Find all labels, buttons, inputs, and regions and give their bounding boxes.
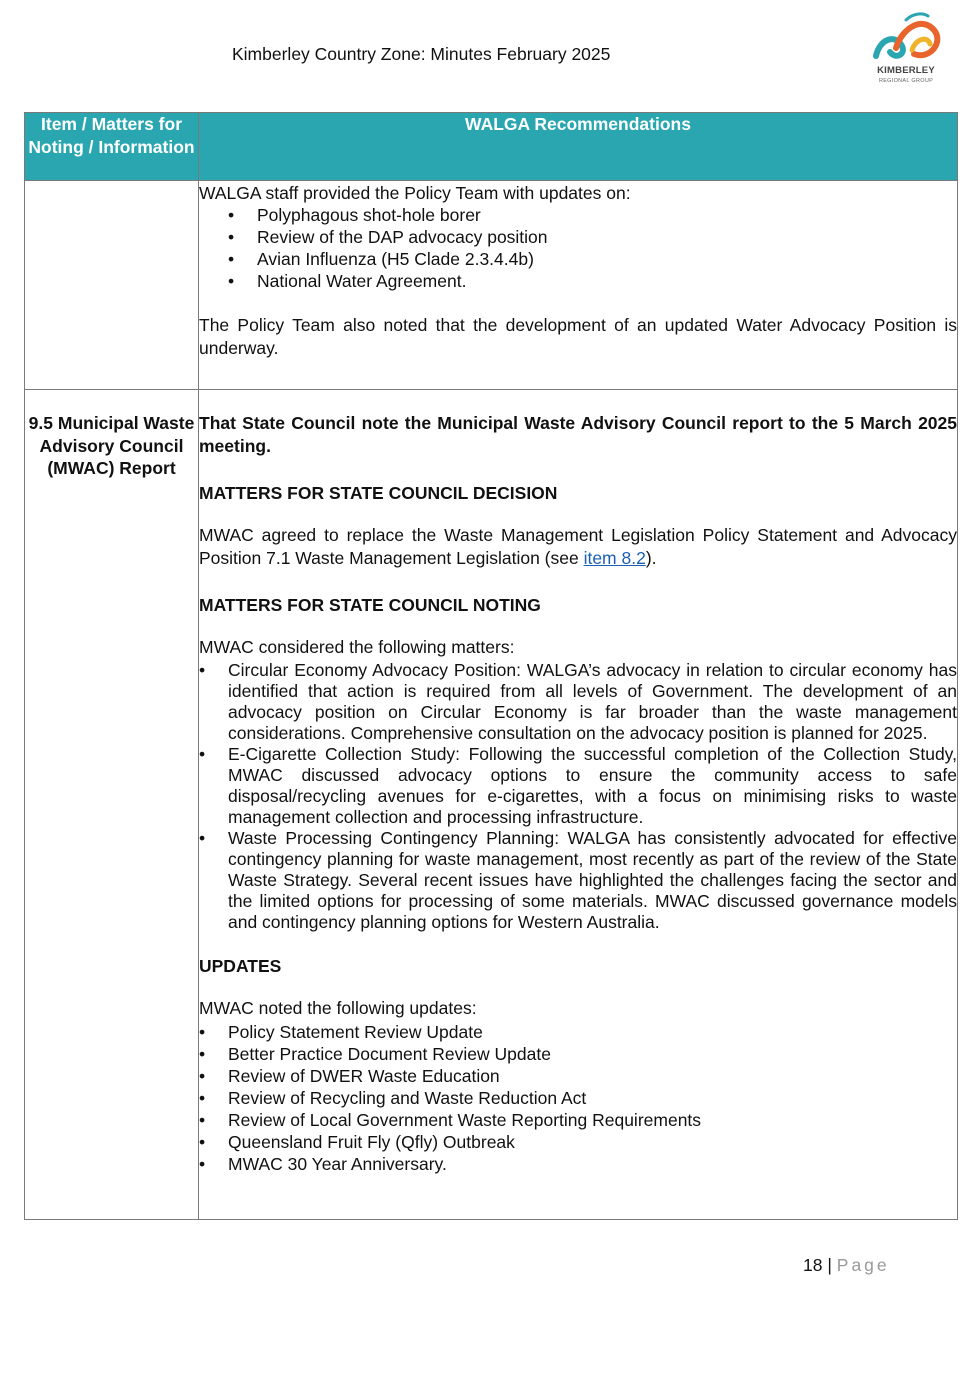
page-number: 18 [803, 1255, 823, 1275]
noting-intro: MWAC considered the following matters: [199, 637, 515, 657]
header-item-matters: Item / Matters for Noting / Information [25, 113, 199, 181]
noting-heading: MATTERS FOR STATE COUNCIL NOTING [199, 595, 541, 615]
row1-item-cell [25, 181, 199, 390]
list-item: • Circular Economy Advocacy Position: WALGA’s advocacy in relation to circular economy has identified that action is required from all levels of Government. The development of an advocacy position on Circular Economy is far broader than the waste management considerations. Comprehensive consultation on the advocacy position is planned for 2025. [199, 660, 957, 744]
row2-item-title: 9.5 Municipal Waste Advisory Council (MWAC) Report [28, 413, 195, 478]
row1-bullet-list [199, 204, 957, 292]
list-item: • Better Practice Document Review Update [199, 1043, 957, 1065]
document-title: Kimberley Country Zone: Minutes February 2025 [232, 44, 611, 64]
page-separator: | [827, 1255, 832, 1275]
kimberley-swirl-logo-icon [866, 8, 946, 68]
logo-org-line1: KIMBERLEY [877, 65, 935, 76]
row1-closing: The Policy Team also noted that the development of an updated Water Advocacy Position is underway. [199, 315, 957, 358]
updates-bullet-list [199, 1021, 957, 1175]
row2-recommendation-cell [199, 390, 958, 1220]
page-footer [803, 1255, 890, 1276]
list-item: • Review of Recycling and Waste Reduction Act [199, 1087, 957, 1109]
list-item: • Policy Statement Review Update [199, 1021, 957, 1043]
row1-intro: WALGA staff provided the Policy Team with updates on: [199, 183, 631, 203]
page-word: Page [836, 1255, 890, 1275]
updates-heading: UPDATES [199, 956, 282, 976]
list-item: • E-Cigarette Collection Study: Following the successful completion of the Collection Study, MWAC discussed advocacy options to ensure the community access to safe disposal/recycling avenues for e-cigarettes, with a focus on minimising risks to waste management collection and processing infrastructure. [199, 744, 957, 828]
decision-text-before: MWAC agreed to replace the Waste Management Legislation Policy Statement and Advocacy Position 7.1 Waste Management Legislation (see [199, 525, 957, 568]
table-row [25, 181, 958, 390]
item-8-2-link[interactable]: item 8.2 [583, 548, 646, 568]
list-item: • MWAC 30 Year Anniversary. [199, 1153, 957, 1175]
row2-recommendation: That State Council note the Municipal Waste Advisory Council report to the 5 March 2025 meeting. [199, 413, 957, 456]
table-header-row [25, 113, 958, 181]
decision-text [199, 524, 957, 570]
row2-item-cell [25, 390, 199, 1220]
list-item: • Review of Local Government Waste Reporting Requirements [199, 1109, 957, 1131]
updates-intro: MWAC noted the following updates: [199, 998, 477, 1018]
decision-text-after: ). [645, 548, 657, 568]
decision-heading: MATTERS FOR STATE COUNCIL DECISION [199, 483, 558, 503]
header-walga-recommendations: WALGA Recommendations [199, 113, 958, 181]
list-item: • Polyphagous shot-hole borer [199, 204, 957, 226]
list-item: • Waste Processing Contingency Planning: WALGA has consistently advocated for effective contingency planning for waste management, most recently as part of the review of the State Waste Strategy. Several recent issues have highlighted the challenges facing the sector and the limited options for processing of some materials. MWAC discussed governance models and contingency planning options for Western Australia. [199, 828, 957, 933]
minutes-table [24, 112, 958, 1220]
list-item: • Review of DWER Waste Education [199, 1065, 957, 1087]
list-item: • Queensland Fruit Fly (Qfly) Outbreak [199, 1131, 957, 1153]
noting-bullet-list [199, 660, 957, 933]
list-item: • National Water Agreement. [199, 270, 957, 292]
list-item: • Review of the DAP advocacy position [199, 226, 957, 248]
row1-recommendation-cell [199, 181, 958, 390]
list-item: • Avian Influenza (H5 Clade 2.3.4.4b) [199, 248, 957, 270]
logo-org-line2: REGIONAL GROUP [878, 78, 934, 84]
table-row [25, 390, 958, 1220]
kimberley-logo [866, 8, 946, 90]
